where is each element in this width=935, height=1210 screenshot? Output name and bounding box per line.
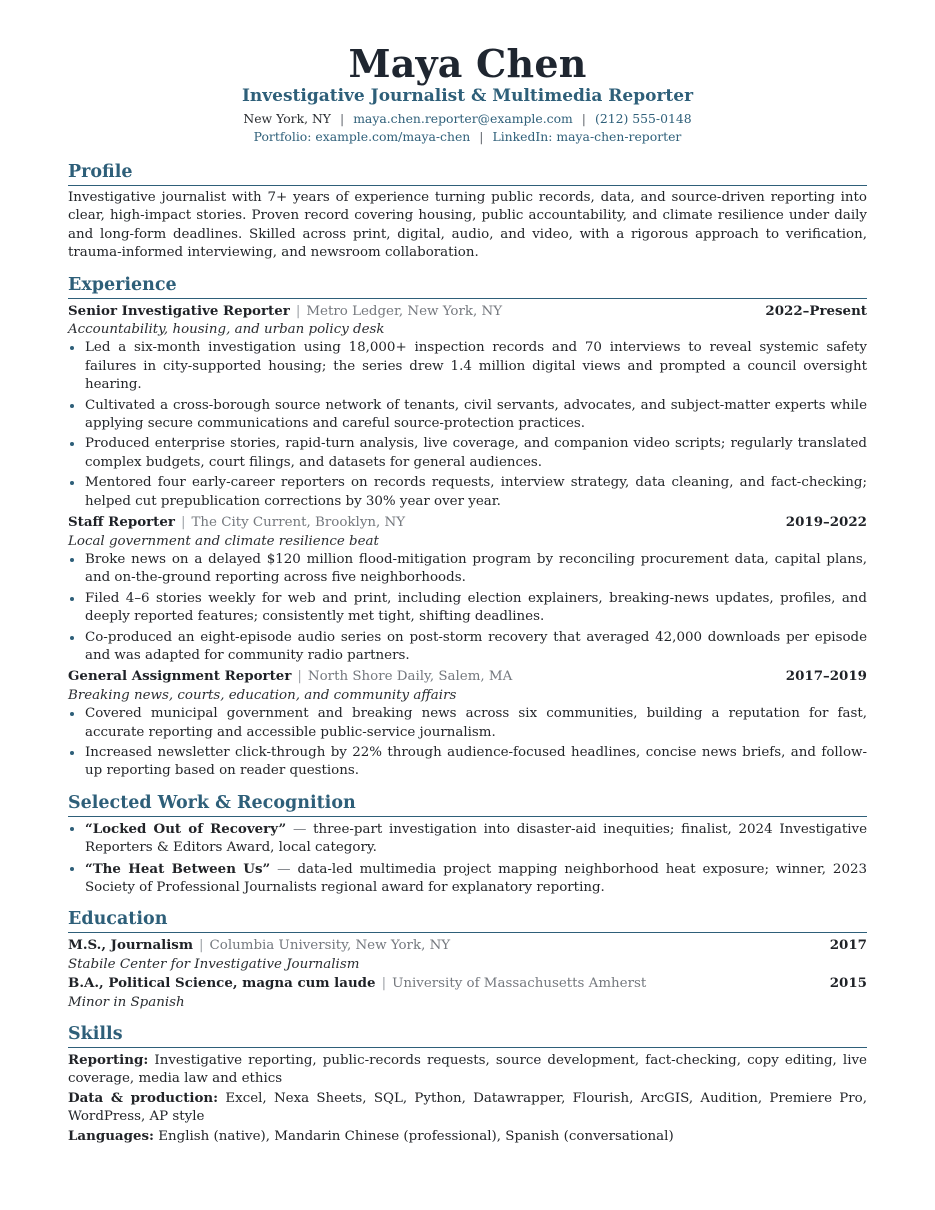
job-title: Staff Reporter bbox=[68, 514, 175, 531]
separator: | bbox=[381, 976, 387, 992]
education-entry bbox=[68, 974, 867, 1012]
degree: B.A., Political Science, magna cum laude bbox=[68, 975, 376, 992]
job-entry bbox=[68, 667, 867, 780]
resume-page bbox=[68, 42, 867, 1146]
work-title: “Locked Out of Recovery” bbox=[85, 820, 287, 837]
bullet-text: Broke news on a delayed $120 million flood-mitigation program by reconciling procurement data, capital plans, and on-the-ground reporting across five neighborhoods. bbox=[85, 551, 867, 586]
portfolio-label: Portfolio: bbox=[253, 129, 312, 144]
bullet-item bbox=[68, 397, 867, 434]
bullet-item bbox=[68, 435, 867, 472]
bullet-text: Produced enterprise stories, rapid-turn analysis, live coverage, and companion video scripts; regularly translated complex budgets, court filings, and datasets for general audiences. bbox=[85, 436, 867, 470]
bullet-text: Filed 4–6 stories weekly for web and print, including election explainers, breaking-news updates, profiles, and deeply reported features; consistently met tight, shifting deadlines. bbox=[85, 590, 867, 625]
separator: | bbox=[297, 669, 302, 685]
bullet-icon bbox=[70, 751, 74, 755]
profile-summary: Investigative journalist with 7+ years of experience turning public records, data, and source-driven reporting into clear, high-impact stories. Proven record covering housing, public accountability, and climate resilience under daily and long-form deadlines. Skilled across print, digital, audio, and video, with a rigorous approach to verification, trauma-informed interviewing, and newsroom collaboration. bbox=[68, 190, 867, 261]
portfolio-link[interactable]: example.com/maya-chen bbox=[315, 129, 471, 144]
section-title-profile: Profile bbox=[68, 161, 867, 186]
section-title-education: Education bbox=[68, 908, 867, 933]
bullet-icon bbox=[70, 346, 74, 350]
job-dates: 2019–2022 bbox=[785, 514, 867, 531]
resume-header bbox=[68, 42, 867, 146]
work-title: “The Heat Between Us” bbox=[85, 860, 271, 877]
separator: | bbox=[180, 515, 186, 531]
job-header bbox=[68, 667, 867, 686]
education-header bbox=[68, 936, 867, 955]
bullet-icon bbox=[70, 481, 74, 485]
skill-label: Data & production: bbox=[68, 1089, 219, 1106]
bullet-icon bbox=[70, 558, 74, 562]
job-title: General Assignment Reporter bbox=[68, 668, 292, 685]
candidate-name: Maya Chen bbox=[348, 41, 587, 86]
job-title-line bbox=[68, 513, 405, 532]
degree-line bbox=[68, 936, 450, 955]
separator: | bbox=[340, 111, 345, 126]
job-title-line bbox=[68, 667, 512, 686]
skill-list: Excel, Nexa Sheets, SQL, Python, Datawrapper, Flourish, ArcGIS, Audition, Premiere Pro, WordPress, AP style bbox=[68, 1090, 867, 1125]
separator: | bbox=[295, 303, 301, 319]
job-dates: 2022–Present bbox=[765, 302, 867, 319]
bullet-text: Increased newsletter click-through by 22% through audience-focused headlines, concise news briefs, and follow-up reporting based on reader questions. bbox=[85, 744, 867, 779]
skill-label: Languages: bbox=[68, 1127, 154, 1144]
contact-line-1 bbox=[68, 110, 867, 128]
separator: | bbox=[479, 129, 484, 144]
section-title-experience: Experience bbox=[68, 274, 867, 299]
bullet-icon bbox=[70, 636, 74, 640]
bullet-item bbox=[68, 339, 867, 394]
skill-row bbox=[68, 1127, 867, 1146]
contact-line-2 bbox=[68, 128, 867, 146]
education-entry bbox=[68, 936, 867, 974]
job-bullets bbox=[68, 705, 867, 781]
selected-work-section bbox=[68, 792, 867, 898]
skill-row bbox=[68, 1089, 867, 1127]
graduation-year: 2015 bbox=[829, 975, 867, 992]
education-header bbox=[68, 974, 867, 993]
location: New York, NY bbox=[243, 111, 331, 126]
skill-list: English (native), Mandarin Chinese (professional), Spanish (conversational) bbox=[158, 1128, 674, 1144]
separator: | bbox=[199, 938, 204, 954]
job-header bbox=[68, 302, 867, 321]
graduation-year: 2017 bbox=[829, 937, 867, 954]
job-entry bbox=[68, 513, 867, 665]
section-title-selected-work: Selected Work & Recognition bbox=[68, 792, 867, 817]
bullet-item bbox=[68, 590, 867, 627]
job-subtitle: Breaking news, courts, education, and community affairs bbox=[68, 687, 457, 703]
job-title: Senior Investigative Reporter bbox=[68, 302, 290, 319]
job-organization: The City Current, Brooklyn, NY bbox=[191, 515, 406, 531]
job-organization: North Shore Daily, Salem, MA bbox=[307, 669, 513, 685]
school: University of Massachusetts Amherst bbox=[392, 976, 647, 992]
bullet-item bbox=[68, 474, 867, 511]
bullet-text: Co-produced an eight-episode audio series on post-storm recovery that averaged 42,000 downloads per episode and was adapted for community radio partners. bbox=[85, 629, 867, 663]
profile-section bbox=[68, 161, 867, 263]
section-title-skills: Skills bbox=[68, 1023, 867, 1048]
work-item bbox=[68, 820, 867, 858]
job-subtitle: Accountability, housing, and urban policy desk bbox=[68, 322, 385, 338]
em-dash: — bbox=[277, 861, 291, 877]
separator: | bbox=[581, 111, 586, 126]
school: Columbia University, New York, NY bbox=[209, 938, 451, 954]
job-organization: Metro Ledger, New York, NY bbox=[306, 303, 503, 319]
email-link[interactable]: maya.chen.reporter@example.com bbox=[353, 111, 573, 126]
work-description: data-led multimedia project mapping neighborhood heat exposure; winner, 2023 Society of Professional Journalists regional award for explanatory reporting. bbox=[85, 861, 868, 895]
linkedin-label: LinkedIn: bbox=[492, 129, 553, 144]
bullet-item bbox=[68, 744, 867, 781]
em-dash: — bbox=[292, 821, 307, 837]
work-list bbox=[68, 820, 867, 898]
bullet-icon bbox=[70, 442, 74, 446]
job-header bbox=[68, 513, 867, 532]
work-description: three-part investigation into disaster-aid inequities; finalist, 2024 Investigative Reporters & Editors Award, local category. bbox=[85, 821, 868, 856]
bullet-item bbox=[68, 551, 867, 588]
job-title-line bbox=[68, 302, 502, 321]
experience-section bbox=[68, 274, 867, 781]
bullet-item bbox=[68, 705, 867, 742]
skill-list: Investigative reporting, public-records requests, source development, fact-checking, copy editing, live coverage, media law and ethics bbox=[68, 1053, 867, 1087]
degree-line bbox=[68, 974, 646, 993]
candidate-headline: Investigative Journalist & Multimedia Reporter bbox=[241, 86, 694, 106]
education-subtitle: Minor in Spanish bbox=[68, 994, 185, 1010]
bullet-icon bbox=[70, 597, 74, 601]
job-subtitle: Local government and climate resilience beat bbox=[68, 533, 379, 549]
degree: M.S., Journalism bbox=[68, 937, 194, 954]
bullet-text: Mentored four early-career reporters on records requests, interview strategy, data cleaning, and fact-checking; helped cut prepublication corrections by 30% year over year. bbox=[85, 475, 867, 509]
bullet-text: Covered municipal government and breaking news across six communities, building a reputation for fast, accurate reporting and accessible public-service journalism. bbox=[85, 706, 867, 740]
skills-section bbox=[68, 1023, 867, 1146]
work-item bbox=[68, 860, 867, 898]
bullet-text: Led a six-month investigation using 18,000+ inspection records and 70 interviews to reveal systemic safety failures in city-supported housing; the series drew 1.4 million digital views and prompted a council oversight hearing. bbox=[85, 340, 867, 393]
bullet-icon bbox=[70, 404, 74, 408]
skill-label: Reporting: bbox=[68, 1052, 149, 1069]
skill-row bbox=[68, 1051, 867, 1089]
job-entry bbox=[68, 302, 867, 511]
linkedin-link[interactable]: maya-chen-reporter bbox=[556, 129, 682, 144]
job-bullets bbox=[68, 551, 867, 665]
bullet-text: Cultivated a cross-borough source network of tenants, civil servants, advocates, and subject-matter experts while applying secure communications and careful source-protection practices. bbox=[85, 397, 867, 432]
bullet-icon bbox=[70, 712, 74, 716]
bullet-item bbox=[68, 629, 867, 666]
bullet-icon bbox=[70, 827, 74, 831]
education-subtitle: Stabile Center for Investigative Journalism bbox=[68, 956, 360, 972]
bullet-icon bbox=[70, 867, 74, 871]
phone-link[interactable]: (212) 555-0148 bbox=[594, 111, 692, 126]
job-dates: 2017–2019 bbox=[785, 668, 867, 685]
education-section bbox=[68, 908, 867, 1012]
job-bullets bbox=[68, 339, 867, 511]
